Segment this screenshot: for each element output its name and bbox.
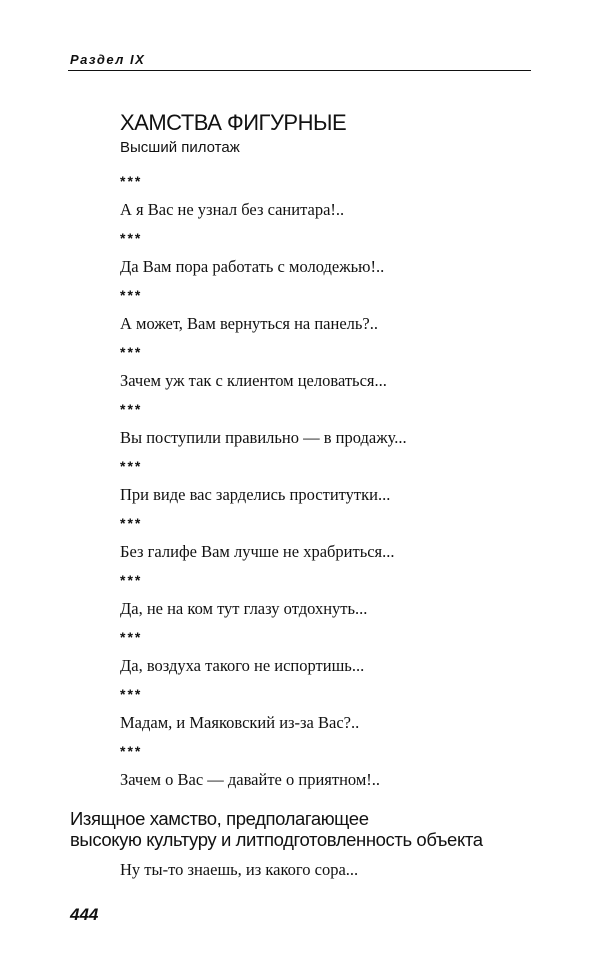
entry-text: При виде вас зарделись проститутки... (120, 485, 391, 504)
entry-text: Зачем о Вас — давайте о приятном!.. (120, 770, 381, 789)
separator-stars: *** (120, 344, 143, 360)
separator-stars: *** (120, 458, 143, 474)
list-item (120, 174, 540, 231)
running-head: Раздел IX (70, 52, 146, 67)
separator-stars: *** (120, 515, 143, 531)
entry-text: Да Вам пора работать с молодежью!.. (120, 257, 385, 276)
section-subtitle: Высший пилотаж (120, 139, 240, 156)
entry-text: Да, воздуха такого не испортишь... (120, 656, 365, 675)
header-rule (68, 70, 531, 71)
entry-text: Да, не на ком тут глазу отдохнуть... (120, 599, 368, 618)
entry-text: Вы поступили правильно — в продажу... (120, 428, 407, 447)
list-item (120, 687, 540, 744)
entries-list (120, 174, 540, 801)
list-item (120, 231, 540, 288)
separator-stars: *** (120, 173, 143, 189)
list-item (120, 573, 540, 630)
separator-stars: *** (120, 287, 143, 303)
entry-text: Без галифе Вам лучше не храбриться... (120, 542, 395, 561)
subsection-first-entry: Ну ты-то знаешь, из какого сора... (120, 860, 359, 879)
separator-stars: *** (120, 629, 143, 645)
entry-text: Мадам, и Маяковский из-за Вас?.. (120, 713, 360, 732)
list-item (120, 402, 540, 459)
page-number: 444 (70, 905, 99, 924)
list-item (120, 744, 540, 801)
entry-text: А может, Вам вернуться на панель?.. (120, 314, 378, 333)
list-item (120, 459, 540, 516)
separator-stars: *** (120, 743, 143, 759)
list-item (120, 345, 540, 402)
list-item (120, 630, 540, 687)
list-item (120, 516, 540, 573)
entry-text: Зачем уж так с клиентом целоваться... (120, 371, 387, 390)
subsection-heading-line: высокую культуру и литподготовленность объекта (70, 829, 483, 850)
subsection-heading (70, 808, 483, 850)
separator-stars: *** (120, 230, 143, 246)
separator-stars: *** (120, 401, 143, 417)
entry-text: А я Вас не узнал без санитара!.. (120, 200, 345, 219)
list-item (120, 288, 540, 345)
section-title: ХАМСТВА ФИГУРНЫЕ (120, 110, 347, 135)
separator-stars: *** (120, 572, 143, 588)
separator-stars: *** (120, 686, 143, 702)
subsection-heading-line: Изящное хамство, предполагающее (70, 808, 369, 829)
